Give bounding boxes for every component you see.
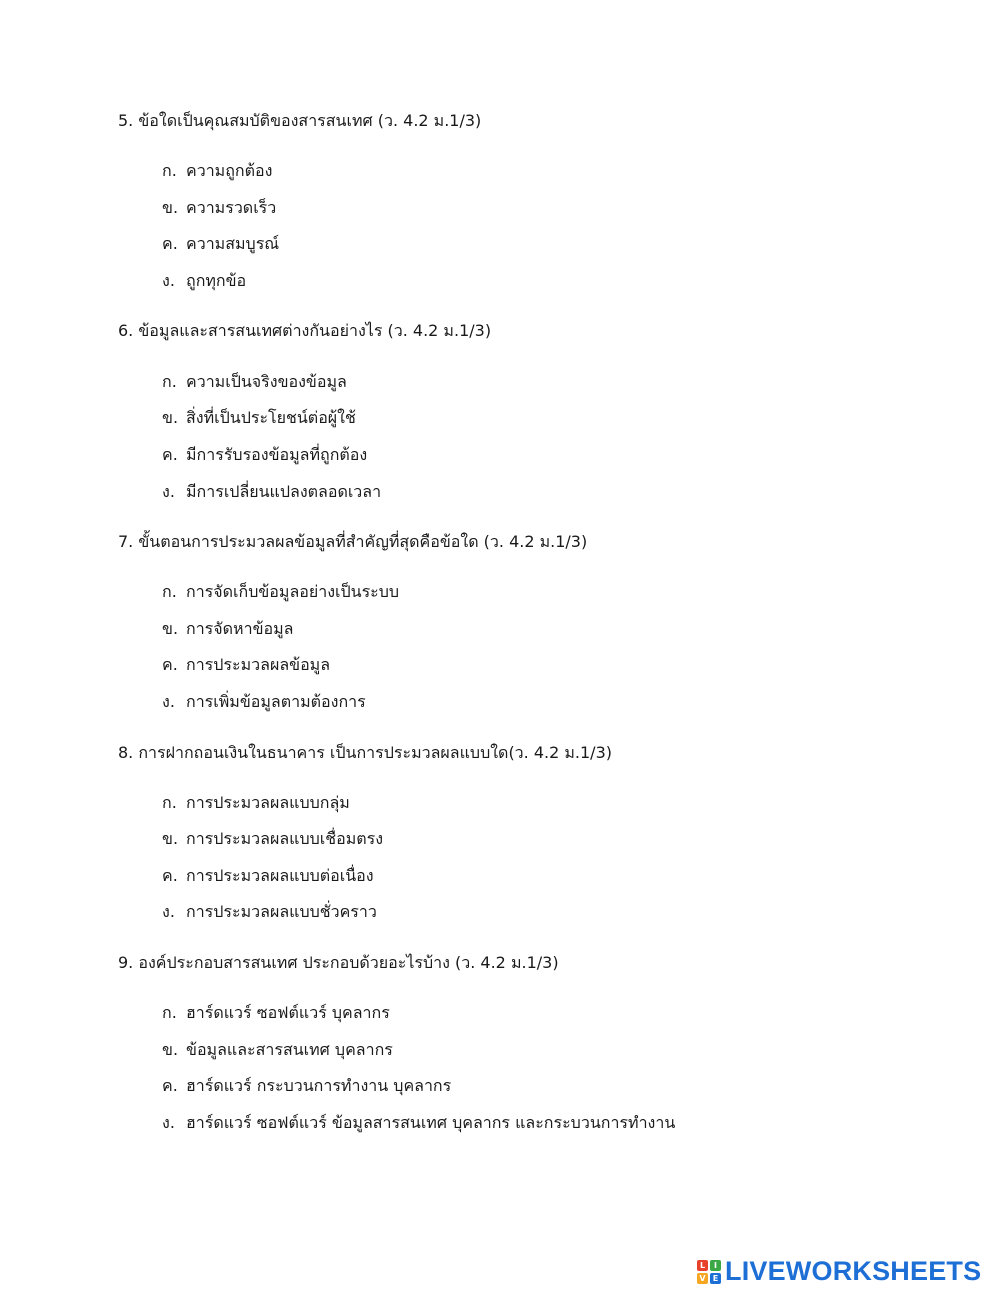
option-letter: ข. (162, 198, 179, 217)
option-text: การประมวลผลแบบเชื่อมตรง (186, 829, 384, 848)
question-9: 9. องค์ประกอบสารสนเทศ ประกอบด้วยอะไรบ้าง (ว. 4.2 ม.1/3) (118, 953, 559, 972)
option-6-a[interactable] (162, 370, 347, 395)
option-text: การประมวลผลแบบกลุ่ม (186, 793, 350, 812)
option-text: ข้อมูลและสารสนเทศ บุคลากร (186, 1040, 393, 1059)
option-9-b[interactable] (162, 1038, 393, 1063)
option-letter: ง. (162, 271, 175, 290)
option-letter: ก. (162, 161, 177, 180)
option-text: ฮาร์ดแวร์ ซอฟต์แวร์ ข้อมูลสารสนเทศ บุคลากร และกระบวนการทำงาน (186, 1113, 676, 1132)
option-letter: ก. (162, 793, 177, 812)
option-letter: ง. (162, 1113, 175, 1132)
option-text: ถูกทุกข้อ (186, 271, 247, 290)
option-9-c[interactable] (162, 1074, 451, 1099)
option-text: มีการรับรองข้อมูลที่ถูกต้อง (186, 445, 368, 464)
option-text: ความถูกต้อง (186, 161, 273, 180)
option-letter: ก. (162, 582, 177, 601)
liveworksheets-logo[interactable] (697, 1256, 981, 1287)
question-6: 6. ข้อมูลและสารสนเทศต่างกันอย่างไร (ว. 4.2 ม.1/3) (118, 321, 492, 340)
question-7: 7. ขั้นตอนการประมวลผลข้อมูลที่สำคัญที่สุดคือข้อใด (ว. 4.2 ม.1/3) (118, 532, 588, 551)
option-letter: ข. (162, 1040, 179, 1059)
option-letter: ง. (162, 902, 175, 921)
option-letter: ข. (162, 619, 179, 638)
option-letter: ก. (162, 372, 177, 391)
option-text: ความรวดเร็ว (186, 198, 277, 217)
option-8-d[interactable] (162, 900, 377, 925)
option-7-d[interactable] (162, 690, 366, 715)
brand-name: LIVEWORKSHEETS (725, 1256, 982, 1286)
option-5-a[interactable] (162, 159, 272, 184)
option-text: การจัดเก็บข้อมูลอย่างเป็นระบบ (186, 582, 400, 601)
question-5: 5. ข้อใดเป็นคุณสมบัติของสารสนเทศ (ว. 4.2 ม.1/3) (118, 111, 482, 130)
option-text: ความสมบูรณ์ (186, 234, 280, 253)
option-text: ฮาร์ดแวร์ ซอฟต์แวร์ บุคลากร (186, 1003, 390, 1022)
option-text: การประมวลผลแบบต่อเนื่อง (186, 866, 374, 885)
option-7-b[interactable] (162, 617, 293, 642)
option-letter: ค. (162, 655, 178, 674)
logo-blocks-icon (697, 1260, 721, 1284)
option-text: มีการเปลี่ยนแปลงตลอดเวลา (186, 482, 382, 501)
option-7-a[interactable] (162, 580, 399, 605)
option-letter: ง. (162, 482, 175, 501)
option-8-b[interactable] (162, 827, 383, 852)
option-text: ฮาร์ดแวร์ กระบวนการทำงาน บุคลากร (186, 1076, 452, 1095)
option-letter: ค. (162, 1076, 178, 1095)
option-5-d[interactable] (162, 269, 246, 294)
option-text: สิ่งที่เป็นประโยชน์ต่อผู้ใช้ (186, 408, 356, 427)
option-9-d[interactable] (162, 1111, 675, 1136)
option-9-a[interactable] (162, 1001, 390, 1026)
logo-block-i: I (710, 1260, 721, 1271)
option-text: การเพิ่มข้อมูลตามต้องการ (186, 692, 366, 711)
option-6-b[interactable] (162, 406, 356, 431)
option-letter: ง. (162, 692, 175, 711)
option-8-a[interactable] (162, 791, 350, 816)
option-6-c[interactable] (162, 443, 367, 468)
option-8-c[interactable] (162, 864, 374, 889)
option-text: การประมวลผลแบบชั่วคราว (186, 902, 377, 921)
logo-block-e: E (710, 1273, 721, 1284)
option-5-b[interactable] (162, 196, 276, 221)
option-7-c[interactable] (162, 653, 330, 678)
option-letter: ข. (162, 408, 179, 427)
option-letter: ค. (162, 445, 178, 464)
option-letter: ข. (162, 829, 179, 848)
logo-block-v: V (697, 1273, 708, 1284)
option-letter: ค. (162, 234, 178, 253)
logo-block-l: L (697, 1260, 708, 1271)
option-letter: ค. (162, 866, 178, 885)
option-5-c[interactable] (162, 232, 279, 257)
option-text: การประมวลผลข้อมูล (186, 655, 331, 674)
option-text: ความเป็นจริงของข้อมูล (186, 372, 347, 391)
option-6-d[interactable] (162, 480, 381, 505)
option-text: การจัดหาข้อมูล (186, 619, 294, 638)
question-8: 8. การฝากถอนเงินในธนาคาร เป็นการประมวลผลแบบใด(ว. 4.2 ม.1/3) (118, 743, 612, 762)
option-letter: ก. (162, 1003, 177, 1022)
